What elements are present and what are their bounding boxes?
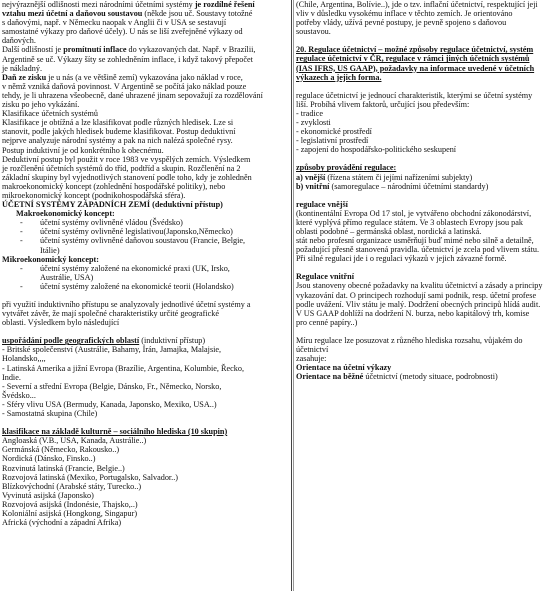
- bold-text: b) vnitřní: [296, 181, 330, 191]
- text-run: Argentině se uč. Výkazy šíty se zohledněním inflace, i když takový přepočet: [2, 54, 253, 64]
- bold-text: vztahu mezi účetní a daňovou soustavou: [2, 9, 143, 19]
- micro-list-item: [2, 273, 287, 282]
- text-line: při využití induktivního přístupu se analyzovaly jednotlivé účetní systémy a: [2, 300, 251, 309]
- text-run: tehdy, je li uhrazena všeobecně, dané uhrazené jinam sepovažují za rozdělování: [2, 90, 263, 100]
- text-run: mikroekonomický koncept (podnikohospodářská sféra).: [2, 190, 186, 200]
- bullet-dash: -: [20, 281, 23, 291]
- heading-line: výkazech a jejich forma.: [296, 72, 382, 82]
- orientation-statements: Orientace na účetní výkazy: [296, 363, 392, 373]
- text-line: (kontinentální Evropa Od 17 stol, je vytvářeno obchodní zákonodárství,: [296, 208, 532, 218]
- text-run: je rozčlenění účetních systémů do tříd, podtříd a skupin. Rozčlenění na 2: [2, 163, 241, 173]
- text-line: vytvářet závěr, že mají společné charakteristiky určité geografické: [2, 309, 219, 319]
- text-line: [2, 9, 287, 18]
- culture-list-item: Rozvinutá latinská (Francie, Belgie..): [2, 463, 125, 473]
- culture-list-item: Blízkovýchodní (Arabské státy, Turecko..): [2, 481, 142, 491]
- geo-list-item: - Sféry vlivu USA (Bermudy, Kanada, Japonsko, Mexiko, USA..): [2, 399, 217, 409]
- right-top-paragraph: [296, 0, 556, 36]
- text-run: stanovit, podle jakých hledisek budeme klasifikovat. Postup deduktivní: [2, 127, 236, 137]
- text-run: Klasifikace je obtížná a lze klasifikovat podle různých hledisek. Lze si: [2, 118, 234, 128]
- text-line: [2, 82, 287, 91]
- geo-heading-suffix: (induktivní přístup): [139, 336, 206, 346]
- text-run: Další odlišností je: [2, 45, 64, 55]
- text-line: [2, 127, 287, 136]
- bullet-text: účetní systémy ovlivněné vládou (Švédsko): [40, 218, 183, 228]
- geo-heading: [2, 336, 287, 345]
- text-run: samostatné výkazy pro daňové účely). U nás se liší zveřejněné výkazy od: [2, 27, 243, 37]
- orientation-current-rest: účetnictví (metody situace, podrobnosti): [363, 372, 498, 382]
- text-line: [2, 100, 287, 109]
- regulation-ways-list: [296, 173, 556, 191]
- text-line: oblasti podobné – germánská oblast, nordická a latinská.: [296, 226, 482, 236]
- bullet-text: účetní systémy ovlivněné legislativou(Japonsko,Německo): [40, 227, 233, 237]
- text-run: daňových.: [2, 36, 36, 46]
- macro-list-item: [2, 246, 287, 255]
- text-line: [2, 109, 287, 118]
- geo-list-item: Indie.: [2, 372, 21, 382]
- text-run: s daňovými, např. v Německu naopak v Anglii či v USA se sestavují: [2, 18, 227, 28]
- text-run: zisku po jeho vykázání.: [2, 100, 80, 110]
- heading-line: 20. Regulace účetnictví – možné způsoby regulace účetnictví, systém: [296, 45, 534, 55]
- text-line: [2, 155, 287, 164]
- section-heading-western-systems: ÚČETNÍ SYSTÉMY ZÁPADNÍCH ZEMÍ (deduktivní přístup): [2, 200, 223, 210]
- spacer: [296, 327, 556, 336]
- text-run: základní skupiny byl vyjednotlivých stanovení podle toho, kdy je zohledněn: [2, 172, 252, 182]
- factor-list-item: - ekonomické prostředí: [296, 127, 372, 137]
- text-line: [2, 27, 287, 36]
- text-run: je nákladný.: [2, 63, 43, 73]
- regulation-factors-list: [296, 109, 556, 154]
- bullet-dash: -: [20, 227, 23, 237]
- inductive-paragraph: [2, 300, 287, 327]
- spacer: [296, 82, 556, 91]
- text-line: oblasti. Výsledkem bylo následující: [2, 318, 120, 328]
- text-run: v němž vzniká daňová povinnost. V Argentině se počítá jako náklad pouze: [2, 81, 247, 91]
- spacer: [2, 418, 287, 427]
- culture-list-item: Vyvinutá asijská (Japonsko): [2, 490, 94, 500]
- bullet-dash: -: [20, 236, 23, 246]
- bold-text: Daň ze zisku: [2, 72, 47, 82]
- text-line: [2, 118, 287, 127]
- left-column: [2, 0, 287, 527]
- micro-list-item: [2, 264, 287, 273]
- bullet-text: účetní systémy založené na ekonomické praxi (UK, Irsko,: [40, 263, 230, 273]
- macro-list-item: [2, 218, 287, 227]
- text-run: nejvýraznější odlišnosti mezi národními účetními systémy: [2, 0, 195, 9]
- text-run: do vykazovaných dat. Např. v Brazílii,: [126, 45, 256, 55]
- text-run: (řízena státem či jejími nařízeními subjekty): [325, 172, 473, 182]
- text-line: liší. Probíhá vlivem faktorů, určující jsou především:: [296, 99, 470, 109]
- text-run: Deduktivní postup byl použit v roce 1983 ve vyspělých zemích. Výsledkem: [2, 154, 251, 164]
- way-item: [296, 173, 556, 182]
- right-column: [296, 0, 556, 381]
- text-line: V US GAAP dohlíží na dodržení N. burza, nebo kapitálový trh, komise: [296, 308, 530, 318]
- way-item: [296, 182, 556, 191]
- text-line: pro cenné papíry..): [296, 317, 358, 327]
- geo-list-item: - Latinská Amerika a jižní Evropa (Brazílie, Argentina, Kolumbie, Řecko,: [2, 363, 244, 373]
- regulation-measure-text: [296, 336, 556, 363]
- spacer: [296, 154, 556, 163]
- bullet-dash: -: [20, 218, 23, 228]
- text-run: (někde jsou uč. Soustavy totožné: [142, 9, 253, 19]
- factor-list-item: - tradice: [296, 108, 324, 118]
- text-line: [2, 182, 287, 191]
- text-line: [2, 55, 287, 64]
- micro-list-item: [2, 282, 287, 291]
- culture-list-item: Africká (východní a západní Afrika): [2, 518, 122, 528]
- text-line: potřeby vlády, užívá pevné postupy, je pevně spojeno s daňovou: [296, 18, 507, 28]
- macro-concept-heading: Makroekonomický koncept:: [16, 209, 115, 219]
- geo-list-item: - Severní a střední Evropa (Belgie, Dánsko, Fr., Německo, Norsko,: [2, 381, 222, 391]
- micro-concept-heading: Mikroekonomický koncept:: [2, 254, 99, 264]
- bullet-text: Austrálie, USA): [40, 272, 94, 282]
- text-line: [2, 191, 287, 200]
- bullet-text: Itálie): [40, 245, 60, 255]
- bold-text: promítnutí inflace: [63, 45, 127, 55]
- text-line: které vyplývá přímo regulace státem. Ve 3 oblastech Evropy jsou pak: [296, 217, 523, 227]
- text-line: [2, 36, 287, 45]
- text-line: [2, 146, 287, 155]
- text-line: požadující přesně stanovená pravidla. účetnictví je zcela pod vlivem státu.: [296, 245, 540, 255]
- spacer: [296, 36, 556, 45]
- internal-regulation-text: [296, 281, 556, 326]
- text-line: soustavou.: [296, 27, 331, 37]
- spacer: [2, 327, 287, 336]
- text-line: [2, 91, 287, 100]
- spacer: [296, 191, 556, 200]
- culture-list-item: Rozvojová asijská (Indonésie, Thajsko,..): [2, 499, 138, 509]
- text-line: [2, 136, 287, 145]
- bullet-text: účetní systémy založené na ekonomické teorii (Holandsko): [40, 281, 234, 291]
- text-line: Jsou stanoveny obecné požadavky na kvalitu účetnictví a zásady a principy: [296, 281, 543, 291]
- text-line: vykazování dat. O principech rozhodují sami podnik, resp. účetní profese: [296, 290, 537, 300]
- geo-list-item: - Britské společenství (Austrálie, Bahamy, Írán, Jamajka, Malajsie,: [2, 345, 222, 355]
- bold-text: je rozdílné řešení: [194, 0, 255, 9]
- macro-concept-list: [2, 218, 287, 254]
- culture-list-item: Koloniální asijská (Hongkong, Singapur): [2, 508, 138, 518]
- text-line: [2, 164, 287, 173]
- geo-list-item: Holandsko,,,,: [2, 354, 46, 364]
- column-divider: [291, 0, 292, 591]
- text-line: (Chile, Argentina, Bolívie..), jde o tzv. inflační účetnictví, respektující jeji: [296, 0, 538, 9]
- culture-list-item: Rozvojová latinská (Mexiko, Portugalsko, Salvador..): [2, 472, 179, 482]
- text-line: regulace účetnictví je jednoucí charakteristik, kterými se účetní systémy: [296, 90, 533, 100]
- bullet-dash: -: [20, 263, 23, 273]
- heading-line: (IAS IFRS, US GAAP), požadavky na informace uvedené v účetních: [296, 63, 535, 73]
- orientation-current-accounting: [296, 372, 556, 381]
- factor-list-item: - zvyklosti: [296, 118, 331, 128]
- geo-list-item: - Samostatná skupina (Chile): [2, 409, 98, 419]
- text-line: stát nebo profesní organizace usměrňují buď mimé nebo silně a detailně,: [296, 236, 534, 246]
- culture-list: [2, 436, 287, 527]
- orientation-current-bold: Orientace na běžné: [296, 372, 364, 382]
- culture-list-item: Germánská (Německo, Rakousko..): [2, 445, 120, 455]
- text-line: [2, 73, 287, 82]
- text-run: Klasifikace účetních systémů: [2, 109, 98, 119]
- culture-list-item: Nordická (Dánsko, Finsko..): [2, 454, 96, 464]
- bullet-text: účetní systémy ovlivněné daňovou soustavou (Francie, Belgie,: [40, 236, 246, 246]
- macro-list-item: [2, 236, 287, 245]
- text-line: vliv v důsledku vysokému inflace v těchto zemích. Je orientováno: [296, 9, 513, 19]
- text-line: [2, 64, 287, 73]
- heading-line: regulace účetnictví v ČR, regulace v rámci jiných účetních systémů: [296, 54, 530, 64]
- culture-list-item: Angloaská (V.B., USA, Kanada, Austrálie..): [2, 436, 147, 446]
- geo-list-item: Švédsko...: [2, 390, 36, 400]
- text-line: [2, 45, 287, 54]
- text-line: [2, 0, 287, 9]
- intro-paragraph: [2, 0, 287, 200]
- regulation-intro: [296, 91, 556, 109]
- spacer: [2, 291, 287, 300]
- ways-heading: způsoby provádění regulace:: [296, 163, 397, 173]
- text-line: zasahuje:: [296, 354, 327, 364]
- geo-list: [2, 345, 287, 418]
- text-run: makroekonomický koncept (zohlednění hospodářské politiky), nebo: [2, 181, 226, 191]
- geo-heading-title: uspořádání podle geografických oblastí: [2, 336, 140, 346]
- factor-list-item: - legislativní prostředí: [296, 136, 369, 146]
- text-run: je u nás (a ve většině zemí) vykazována jako náklad v roce,: [46, 72, 243, 82]
- text-line: Míru regulace lze posuzovat z různého hlediska rozsahu, vůjakém do účetnictví: [296, 335, 523, 354]
- bold-text: a) vnější: [296, 172, 326, 182]
- external-regulation-text: [296, 209, 556, 264]
- section-20-heading: [296, 45, 556, 81]
- external-regulation-heading: regulace vnější: [296, 199, 348, 209]
- macro-list-item: [2, 227, 287, 236]
- text-line: [2, 173, 287, 182]
- culture-heading: klasifikace na základě kulturně – sociálního hlediska (10 skupin): [2, 427, 228, 437]
- text-line: Při silné regulaci jde i o regulaci výkazů v jejich závazné formě.: [296, 254, 507, 264]
- text-line: [2, 18, 287, 27]
- factor-list-item: - zapojení do hospodářsko-politického seskupení: [296, 145, 457, 155]
- internal-regulation-heading: Regulace vnitřní: [296, 272, 354, 282]
- text-run: nejprve analyzuje národní systémy a pak na nich nalézá společné rysy.: [2, 136, 233, 146]
- text-run: (samoregulace – národními účetními standardy): [329, 181, 489, 191]
- text-run: Postup induktivní je od konkrétního k obecnému.: [2, 145, 164, 155]
- text-line: podle uvážení. Vliv státu je malý. Dodržení obecných principů hlídá audit.: [296, 299, 541, 309]
- spacer: [296, 263, 556, 272]
- micro-concept-list: [2, 264, 287, 291]
- column-divider-inner: [293, 0, 294, 591]
